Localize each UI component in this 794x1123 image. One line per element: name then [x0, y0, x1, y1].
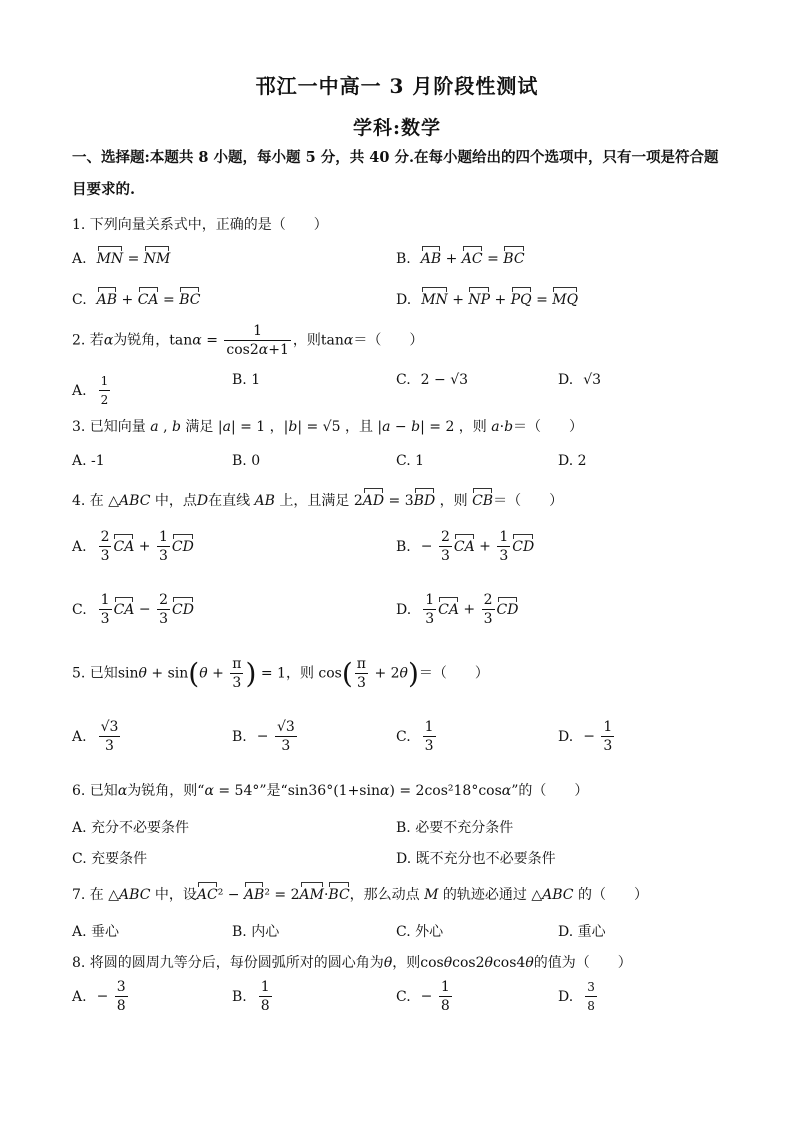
question-6-stem: 6. 已知α为锐角，则“α = 54°”是“sin36°(1+sinα) = 2cos²18°cosα”的（ ） [72, 783, 589, 799]
question-6-options-row-1 [72, 817, 732, 847]
question-7-options [72, 921, 732, 951]
option-3d: D. 2 [558, 453, 587, 469]
option-7d: D. 重心 [558, 924, 606, 940]
question-8-options [72, 978, 732, 1022]
option-2b: B. 1 [232, 372, 261, 388]
exam-title: 邗江一中高一 3 月阶段性测试 [255, 74, 539, 98]
option-2d: D. √3 [558, 372, 602, 388]
option-5c: C. $\frac{1}{3}$ [396, 719, 434, 754]
option-1b: B. AB + AC = BC [396, 251, 525, 267]
question-2-options [72, 372, 732, 407]
question-4-stem: 4. 在 △ABC 中，点D在直线 AB 上，且满足 2AD = 3BD ，则 CB＝（ ） [72, 493, 564, 509]
question-1-options-row-2 [72, 292, 732, 322]
option-8c: C. − $\frac{1}{8}$ [396, 979, 450, 1014]
option-3a: A. -1 [72, 453, 105, 469]
question-7-stem: 7. 在 △ABC 中，设AC² − AB² = 2AM·BC，那么动点 M 的轨迹必通过 △ABC 的（ ） [72, 887, 648, 903]
question-1-stem: 1. 下列向量关系式中，正确的是（ ） [72, 217, 328, 233]
option-8d: D. $\frac{3}{8}$ [558, 980, 595, 1013]
question-4-options-row-1 [72, 528, 732, 572]
option-1c: C. AB + CA = BC [72, 292, 201, 308]
option-5b: B. − $\frac{√3}{3}$ [232, 719, 295, 754]
section-heading: 一、选择题:本题共 8 小题，每小题 5 分，共 40 分.在每小题给出的四个选项中，只有一项是符合题目要求的. [72, 149, 719, 198]
question-2-stem: 2. 若α为锐角，tanα = $\frac{1}{\cos 2\alpha+1}$ ，则tanα＝（ ） [72, 323, 424, 358]
question-1-options-row-1 [72, 251, 732, 281]
option-7b: B. 内心 [232, 924, 280, 940]
option-2c: C. 2 − √3 [396, 372, 469, 388]
question-4-options-row-2 [72, 591, 732, 635]
option-3b: B. 0 [232, 453, 261, 469]
option-5a: A. $\frac{√3}{3}$ [72, 719, 119, 754]
option-4a: A. $\frac{2}{3}$ CA + $\frac{1}{3}$ CD [72, 529, 194, 564]
subject-title: 学科:数学 [352, 117, 441, 139]
option-4d: D. $\frac{1}{3}$ CA + $\frac{2}{3}$ CD [396, 592, 519, 627]
option-6b: B. 必要不充分条件 [396, 820, 514, 836]
option-7c: C. 外心 [396, 924, 444, 940]
option-4c: C. $\frac{1}{3}$ CA − $\frac{2}{3}$ CD [72, 592, 194, 627]
question-5-options [72, 718, 732, 762]
option-6c: C. 充要条件 [72, 851, 148, 867]
question-3-stem: 3. 已知向量 a , b 满足 |a| = 1 ，|b| = √5 ，且 |a − b| = 2 ，则 a·b＝（ ） [72, 419, 584, 435]
question-6-options-row-2 [72, 848, 732, 878]
option-6d: D. 既不充分也不必要条件 [396, 851, 556, 867]
option-8a: A. − $\frac{3}{8}$ [72, 979, 126, 1014]
option-4b: B. − $\frac{2}{3}$ CA + $\frac{1}{3}$ CD [396, 529, 535, 564]
question-5-stem: 5. 已知sinθ + sin(θ + $\frac{\pi}{3}$ ) = 1，则 cos( $\frac{\pi}{3}$ + 2θ)＝（ ） [72, 656, 489, 691]
option-1d: D. MN + NP + PQ = MQ [396, 292, 579, 308]
option-2a: A. $\frac{1}{2}$ [72, 374, 109, 407]
option-8b: B. $\frac{1}{8}$ [232, 979, 270, 1014]
option-1a: A. MN = NM [72, 251, 171, 267]
option-7a: A. 垂心 [72, 924, 120, 940]
question-3-options [72, 453, 732, 483]
option-6a: A. 充分不必要条件 [72, 820, 190, 836]
question-8-stem: 8. 将圆的圆周九等分后，每份圆弧所对的圆心角为θ，则cosθcos2θcos4θ的值为（ ） [72, 955, 632, 971]
option-3c: C. 1 [396, 453, 425, 469]
option-5d: D. − $\frac{1}{3}$ [558, 719, 613, 754]
